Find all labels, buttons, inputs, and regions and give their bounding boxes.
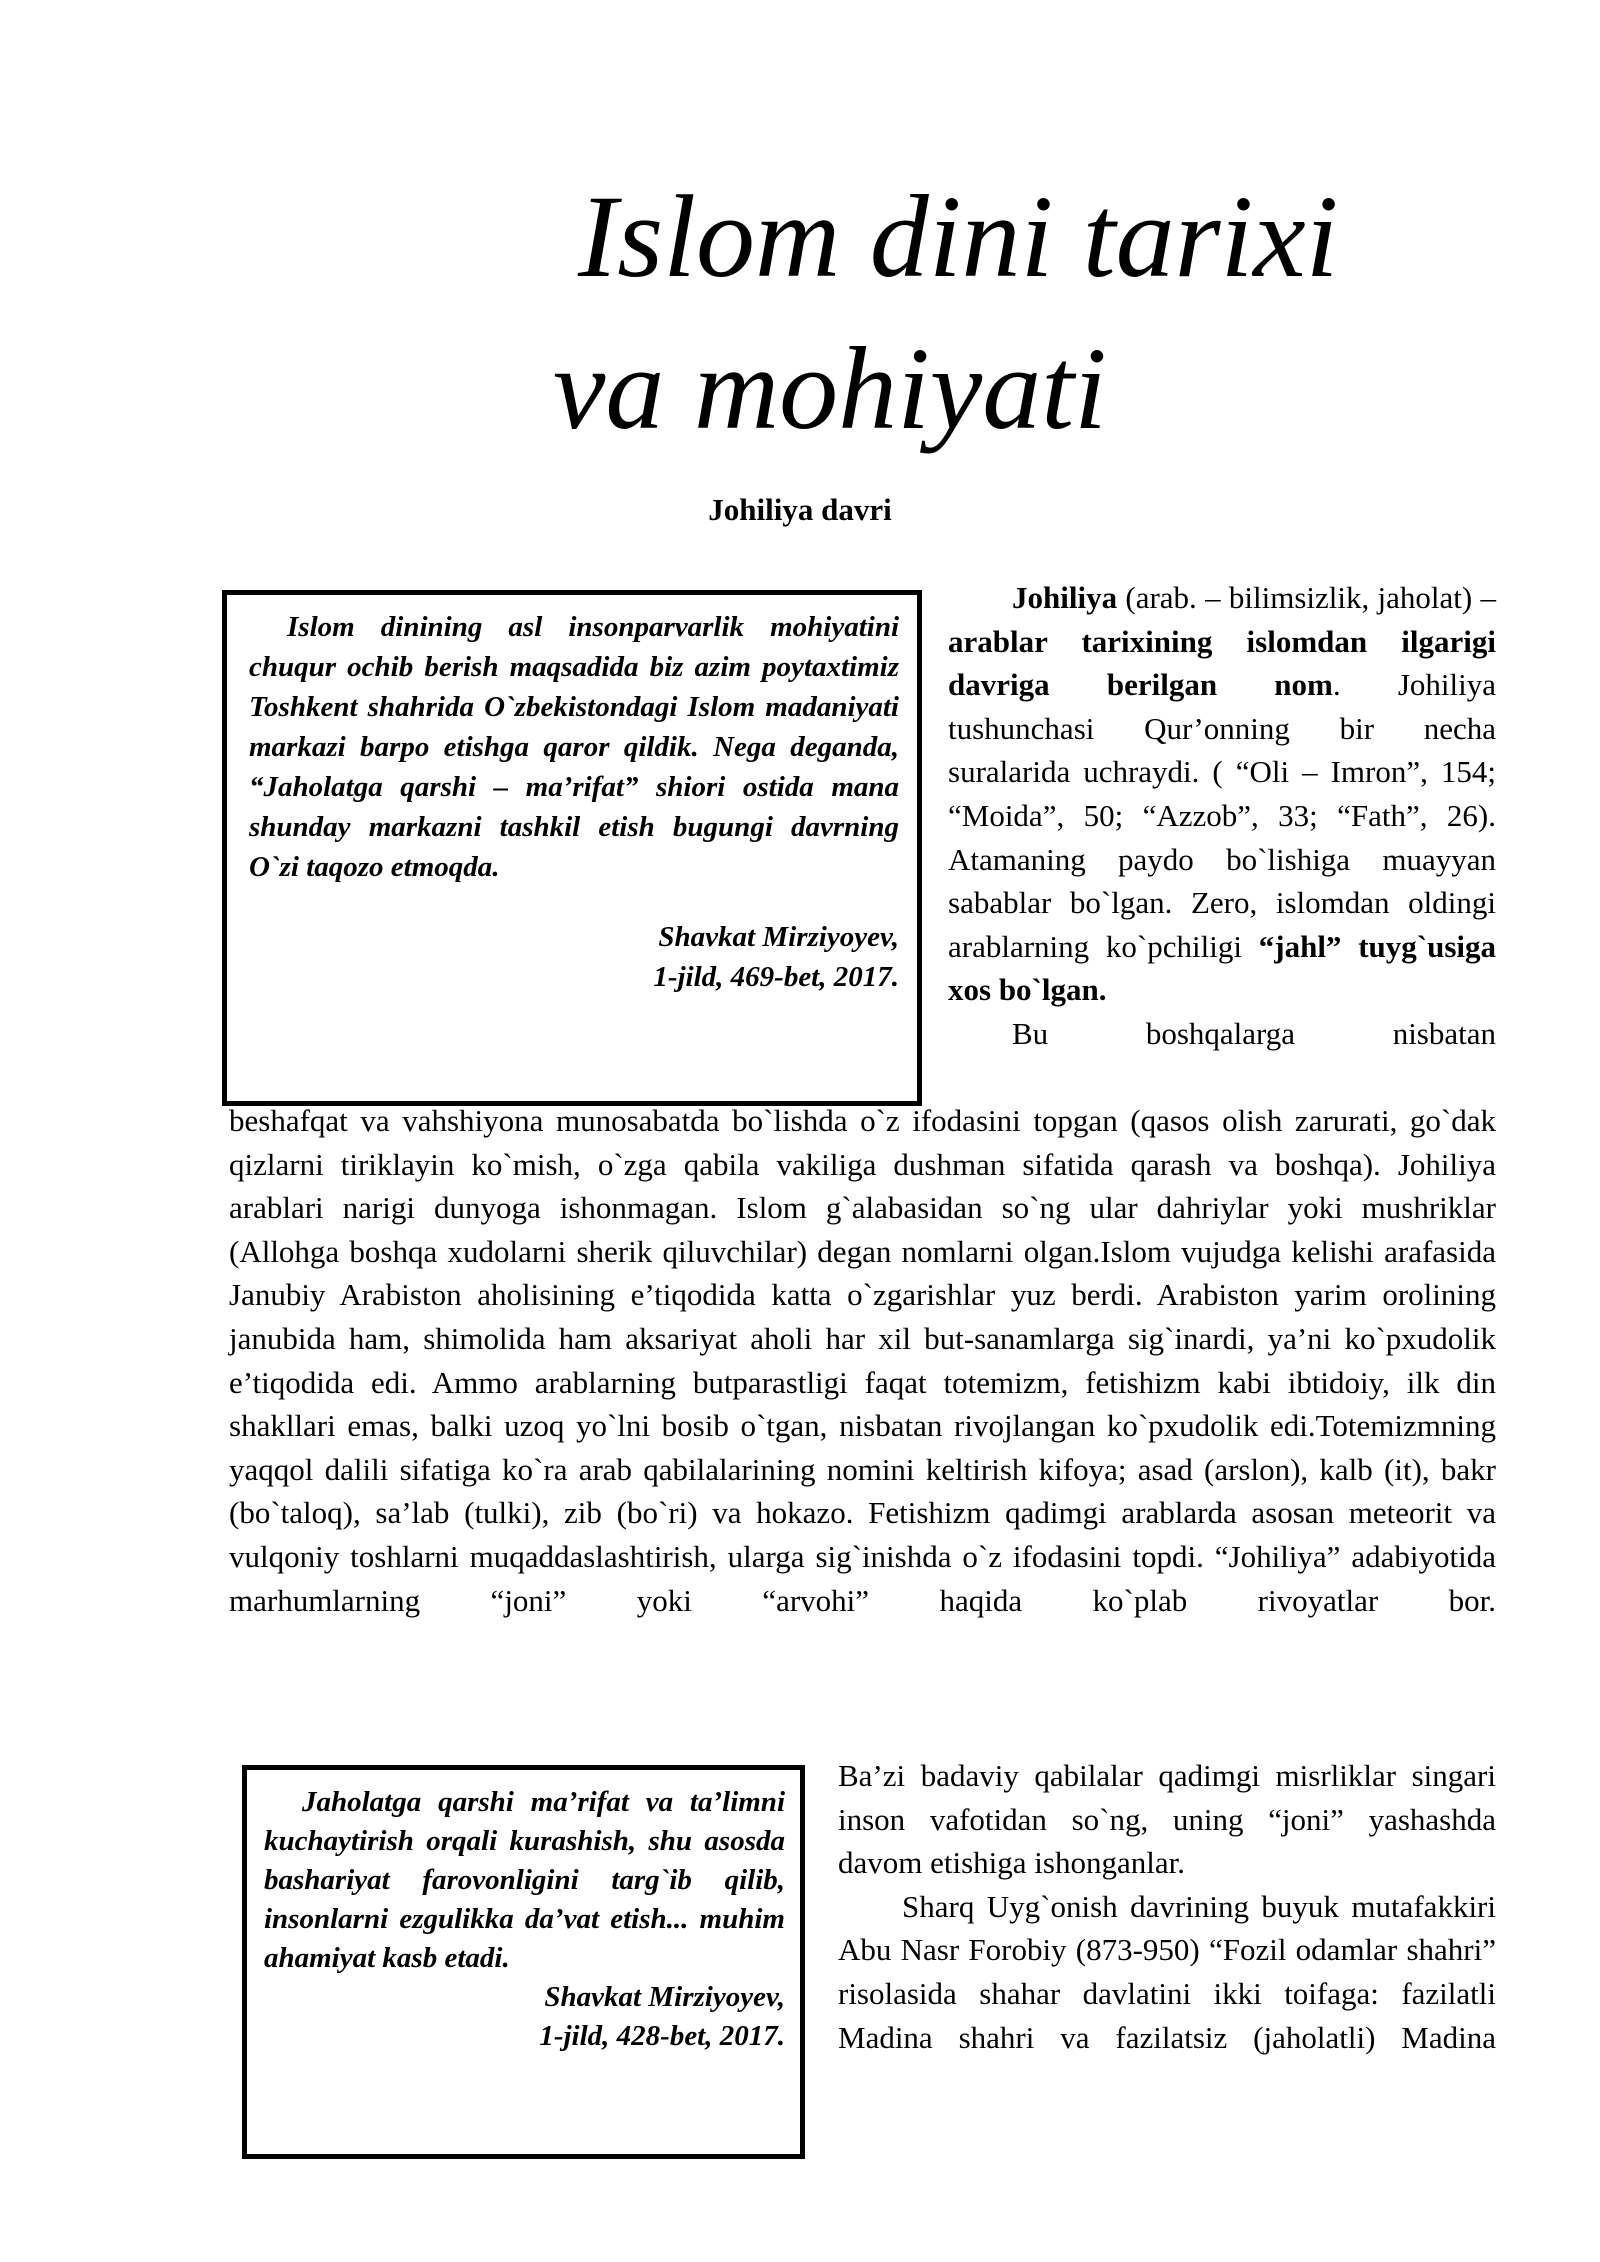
paragraph-1 — [948, 576, 1496, 1012]
quote-1-spacer — [249, 887, 899, 917]
quote-2-source: 1-jild, 428-bet, 2017. — [539, 2020, 785, 2052]
paragraph-1-bold-b: “jahl” tuyg`usiga xos bo`lgan. — [948, 928, 1497, 1008]
paragraph-1-text-b: . Johiliya tushunchasi Qur’onning bir necha suralarida uchraydi. ( “Oli – Imron”, 154; “Moida”, 50; “Azzob”, 33; “Fath”, 26). Atamaning paydo bo`lishiga muayyan sabablar bo`lgan. Zero, islomdan oldingi arablarning ko`pchiligi — [948, 667, 1496, 964]
paragraph-2-start: Bu boshqalarga nisbatan — [1012, 1015, 1496, 1051]
page-title-line-2: va mohiyati — [553, 323, 1107, 454]
paragraph-1-text-a: (arab. – bilimsizlik, jaholat) – — [1117, 580, 1496, 615]
quote-2-author: Shavkat Mirziyoyev, — [544, 1981, 785, 2013]
quote-1-author: Shavkat Mirziyoyev, — [658, 921, 899, 953]
quote-1-source: 1-jild, 469-bet, 2017. — [653, 961, 899, 993]
article-full-width — [229, 1099, 1496, 1622]
article-column-right-top — [948, 576, 1496, 1056]
quote-1-text: Islom dinining asl insonparvarlik mohiyatini chuqur ochib berish maqsadida biz azim poytaxtimiz Toshkent shahrida O`zbekistondagi Islom madaniyati markazi barpo etishga qaror qildik. Nega deganda, “Jaholatga qarshi – ma’rifat” shiori ostida mana shunday markazni tashkil etish bugungi davrning O`zi taqozo etmoqda. — [249, 611, 899, 883]
paragraph-2-end: Ba’zi badaviy qabilalar qadimgi misrliklar singari inson vafotidan so`ng, uning “joni” yashashda davom etishiga ishonganlar. — [838, 1758, 1496, 1881]
quote-box-1 — [222, 590, 922, 1106]
quote-2-text: Jaholatga qarshi ma’rifat va ta’limni kuchaytirish orqali kurashish, shu asosda bashariyat farovonligini targ`ib qilib, insonlarni ezgulikka da’vat etish... muhim ahamiyat kasb etadi. — [264, 1786, 785, 1974]
term-johiliya: Johiliya — [1012, 580, 1118, 615]
paragraph-1-bold-a: arablar tarixining islomdan ilgarigi davriga berilgan nom — [948, 623, 1496, 703]
article-column-right-bottom — [838, 1754, 1496, 2059]
paragraph-3: Sharq Uyg`onish davrining buyuk mutafakkiri Abu Nasr Forobiy (873-950) “Fozil odamlar shahri” risolasida shahar davlatini ikki toifaga: fazilatli Madina shahri va fazilatsiz (jaholatli) Madina — [838, 1888, 1496, 2055]
page-title-line-1: Islom dini tarixi — [578, 171, 1339, 302]
quote-box-2 — [242, 1765, 805, 2159]
paragraph-2-body: beshafqat va vahshiyona munosabatda bo`lishda o`z ifodasini topgan (qasos olish zarurati, go`dak qizlarni tiriklayin ko`mish, o`zga qabila vakiliga dushman sifatida qarash va boshqa). Johiliya arablari narigi dunyoga ishonmagan. Islom g`alabasidan so`ng ular dahriylar yoki mushriklar (Allohga boshqa xudolarni sherik qiluvchilar) degan nomlarni olgan.Islom vujudga kelishi arafasida Janubiy Arabiston aholisining e’tiqodida katta o`zgarishlar yuz berdi. Arabiston yarim orolining janubida ham, shimolida ham aksariyat aholi har xil but-sanamlarga sig`inardi, ya’ni ko`pxudolik e’tiqodida edi. Ammo arablarning butparastligi faqat totemizm, fetishizm kabi ibtidoiy, ilk din shakllari emas, balki uzoq yo`lni bosib o`tgan, nisbatan rivojlangan ko`pxudolik edi.Totemizmning yaqqol dalili sifatiga ko`ra arab qabilalarining nomini keltirish kifoya; asad (arslon), kalb (it), bakr (bo`taloq), sa’lab (tulki), zib (bo`ri) va hokazo. Fetishizm qadimgi arablarda asosan meteorit va vulqoniy toshlarni muqaddaslashtirish, ularga sig`inishda o`z ifodasini topdi. “Johiliya” adabiyotida marhumlarning “joni” yoki “arvohi” haqida ko`plab rivoyatlar bor. — [229, 1103, 1496, 1618]
section-heading: Johiliya davri — [708, 492, 892, 527]
